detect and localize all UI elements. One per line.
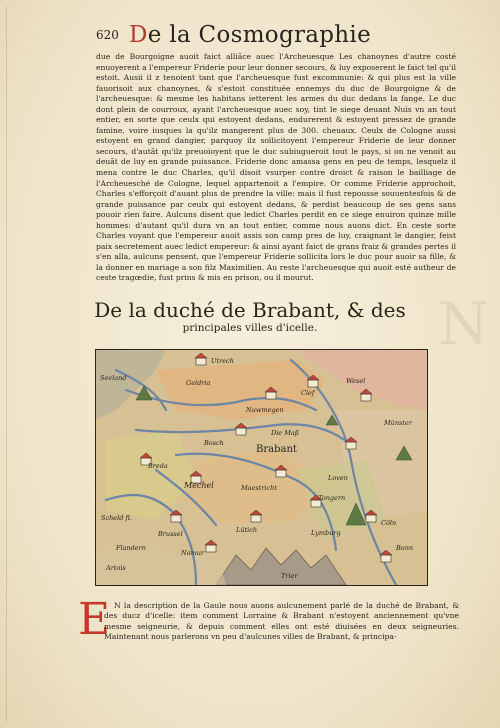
map-label-seeland: Seeland <box>100 374 127 382</box>
map-label-brabant: Brabant <box>256 444 297 455</box>
map-of-brabant <box>95 349 428 586</box>
show-through-letter: N <box>438 290 489 358</box>
body-text <box>96 52 456 284</box>
map-label-loven: Loven <box>328 474 348 482</box>
town-marker <box>381 555 391 562</box>
map-label-artois: Artois <box>106 564 126 572</box>
map-label-die-mass: Die Maß <box>271 429 300 437</box>
town-marker <box>346 442 356 449</box>
closing-paragraph: N la description de la Gaule nous auons aulcunement parlé de la duché de Brabant, & des ducz d'icelle: item comment Lorraine & Brabant n'estoyent anciennement qu'vne mesme seigneurie, & depuis comment elles ont esté diuisées en deux seigneuries. Maintenant nous parlerons vn peu d'aulcunes villes de Brabant, & principa- <box>104 601 459 641</box>
map-label-mechel: Mechel <box>184 481 214 490</box>
town-marker <box>276 470 286 477</box>
page-number: 620 <box>96 28 119 42</box>
map-label-wesel: Wesel <box>346 377 366 385</box>
map-label-tongern: Tongern <box>318 494 346 502</box>
map-label-lymburg: Lymburg <box>311 529 341 537</box>
chapter-subtitle: principales villes d'icelle. <box>182 322 318 334</box>
map-label-bonn: Bonn <box>396 544 414 552</box>
running-title <box>0 22 500 48</box>
map-label-namur: Namur <box>181 549 205 557</box>
map-label-bosch: Bosch <box>204 439 224 447</box>
town-marker <box>266 392 276 399</box>
town-marker <box>308 380 318 387</box>
town-marker <box>171 515 181 522</box>
running-title-rest: e la Cosmographie <box>147 22 371 48</box>
town-marker <box>206 545 216 552</box>
map-label-munster: Münster <box>384 419 412 427</box>
map-label-clef: Clef <box>301 389 315 397</box>
map-label-geldria: Geldria <box>186 379 211 387</box>
running-title-initial: D <box>129 22 148 48</box>
chapter-title: De la duché de Brabant, & des <box>94 298 406 322</box>
map-label-koln: Cöln <box>381 519 397 527</box>
closing-text <box>104 601 459 642</box>
map-label-maestricht: Maestricht <box>241 484 277 492</box>
map-label-nuwmegen: Nuwmegen <box>246 406 284 414</box>
map-label-utrech: Utrech <box>211 357 234 365</box>
map-label-scheld: Scheld fl. <box>101 514 132 522</box>
map-label-flandern: Flandern <box>116 544 146 552</box>
map-label-breda: Breda <box>148 462 168 470</box>
body-paragraph: due de Bourgoigne auoit faict alliãce auec l'Archeuesque Les chanoynes d'autre costé enuoyerent a l'empereur Friderie pour leur donner secours, & luy exposerent le faict tel qu'il estoit. Ausii il z tenoient tant que l'archeuesque fust excommunie: & qui plus est la ville fauorisoit aux chanoynes, & s'estoit constituée ennemys du duc de Bourgoigne & de l'archeuesque: & mesme les habitans ietterent les armes du duc dedans la fange. Le duc dont plein de courroux, ayant l'archeuesque auec soy, tint le siege deuant Nuis vn an tout entier, en sorte que ceulx qui estoyent dedans, endurerent & estoyent pressez de grande famine, voire iusques la qu'ilz mangerent plus de 300. cheuaux. Ceulx de Cologne aussi estoyent en grand dangier, parquoy ilz sollicitoyent l'empereur Friderie de leur donner secours, d'autãt qu'ilz preuoioyent que le duc subiugueroit tout le pays, si on ne venoit au deuãt de luy en grande puissance. Friderie donc amassa gens en peu de temps, lesquelz il mena contre le duc Charles, qu'il disoit vsurper contre droict & raison le bailliage de l'Archeuesché de Cologne, lequel appartenoit a l'empire. Or comme Friderie approchoit, Charles s'efforçoit d'auant plus de prendre la ville: mais il fust repousse souuentesfois & de grande puissance par ceulx qui estoyent dedans, & perdist beaucoup de ses gens sans pouoir rien faire. Aulcuns disent que ledict Charles perdit en ce siege enuiron quinze mille hommes: d'autant qu'il dura vn an tout entier, comme nous auons dict. En ceste sorte Charles voyant que l'empereur auoit assis son camp pres de luy, craignant le dangier, feist paix secretement auec ledict empereur: & ainsi ayant faict de grans fraiz & grandes pertes il s'en alla, aulcuns pensent, que l'empereur Friderie sollicita lors le duc pour auoir sa fille, & la donner en mariage a son filz Maximilien. Au reste l'archeuesque qui auoit esté autheur de ceste tragœdie, fust prins & mis en prison, ou il mourut. <box>96 52 456 283</box>
town-marker <box>366 515 376 522</box>
town-marker <box>361 394 371 401</box>
town-marker <box>251 515 261 522</box>
map-label-brussel: Brussel <box>158 530 183 538</box>
drop-cap-initial: E <box>78 594 111 645</box>
town-marker <box>196 358 206 365</box>
map-label-trier: Trier <box>281 572 298 580</box>
map-illustration <box>96 350 427 585</box>
map-label-lutich: Lütich <box>236 526 258 534</box>
town-marker <box>236 428 246 435</box>
